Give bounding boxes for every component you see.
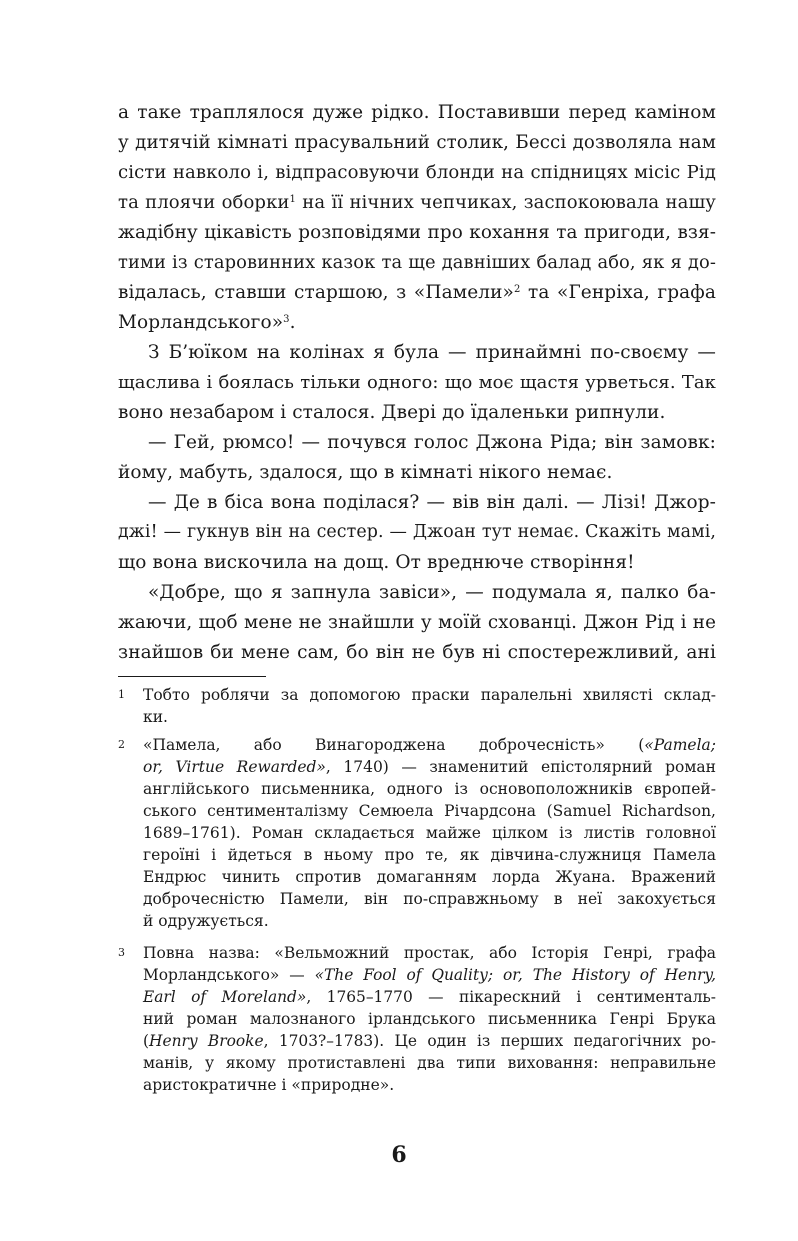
body-line: «Добре, що я запнула завіси», — подумала я, палко ба- bbox=[148, 582, 716, 603]
footnote-line: англійського письменника, одного із основоположників європей- bbox=[143, 780, 716, 798]
footnote-line: (Henry Brooke, 1703?–1783). Це один із перших педагогічних ро- bbox=[143, 1032, 716, 1050]
body-line: Морландського»$^3$. bbox=[118, 312, 296, 333]
page-number: 6 bbox=[391, 1142, 407, 1168]
body-line: З Б’юїком на колінах я була — принаймні по-своєму — bbox=[148, 342, 716, 363]
footnote-line: Ендрюс чинить спротив домаганням лорда Жуана. Вражений bbox=[143, 868, 716, 886]
footnote-number: 2 bbox=[118, 738, 125, 751]
body-line: відалась, ставши старшою, з «Памели»$^2$ та «Генріха, графа bbox=[118, 282, 717, 303]
footnote-line: or, Virtue Rewarded», 1740) — знаменитий епістолярний роман bbox=[143, 758, 716, 776]
body-line: та плоячи оборки$^1$ на її нічних чепчиках, заспокоювала нашу bbox=[118, 192, 717, 213]
footnote-ref: 1 bbox=[289, 194, 297, 205]
footnote-number: 1 bbox=[118, 688, 125, 701]
body-line: воно незабаром і сталося. Двері до їдаленьки рипнули. bbox=[118, 402, 666, 423]
footnote-line: Earl of Moreland», 1765–1770 — пікарескний і сентименталь- bbox=[143, 988, 716, 1006]
footnote-line: героїні і йдеться в ньому про те, як дівчина-служниця Памела bbox=[143, 846, 716, 864]
body-line: йому, мабуть, здалося, що в кімнаті нікого немає. bbox=[118, 462, 613, 483]
body-line: — Гей, рюмсо! — почувся голос Джона Ріда; він замовк: bbox=[148, 432, 716, 453]
body-line: а таке траплялося дуже рідко. Поставивши перед каміном bbox=[118, 102, 716, 123]
footnote-line: ського сентименталізму Семюела Річардсона (Samuel Richardson, bbox=[143, 802, 716, 820]
footnote-line: ний роман малознаного ірландського письменника Генрі Брука bbox=[143, 1010, 716, 1028]
body-line: — Де в біса вона поділася? — вів він далі. — Лізі! Джор- bbox=[148, 492, 716, 513]
footnote-line: Морландського» — «The Fool of Quality; or, The History of Henry, bbox=[143, 966, 716, 984]
footnote-line: доброчесністю Памели, він по-справжньому в неї закохується bbox=[143, 890, 716, 908]
footnote-line: манів, у якому протиставлені два типи виховання: неправильне bbox=[143, 1054, 716, 1072]
body-line: жаючи, щоб мене не знайшли у моїй схованці. Джон Рід і не bbox=[118, 612, 716, 633]
footnote-ref: 2 bbox=[513, 284, 521, 295]
body-line: сісти навколо і, відпрасовуючи блонди на спідницях місіс Рід bbox=[118, 162, 716, 183]
footnote-divider bbox=[118, 676, 266, 677]
footnote-line: 1689–1761). Роман складається майже цілком із листів головної bbox=[143, 824, 716, 842]
footnote-line: Повна назва: «Вельможний простак, або Історія Генрі, графа bbox=[143, 944, 716, 962]
body-line: у дитячій кімнаті прасувальний столик, Бессі дозволяла нам bbox=[118, 132, 716, 153]
footnote-line: ки. bbox=[143, 708, 168, 726]
body-line: джі! — гукнув він на сестер. — Джоан тут немає. Скажіть мамі, bbox=[118, 522, 716, 542]
footnote-line: Тобто роблячи за допомогою праски паралельні хвилясті склад- bbox=[143, 686, 716, 704]
body-line: щаслива і боялась тільки одного: що моє щастя урветься. Так bbox=[118, 372, 716, 393]
body-line: що вона вискочила на дощ. От вреднюче створіння! bbox=[118, 552, 635, 573]
footnote-ref: 3 bbox=[283, 314, 290, 325]
body-line: знайшов би мене сам, бо він не був ні спостережливий, ані bbox=[118, 642, 716, 663]
footnote-line: й одружується. bbox=[143, 912, 269, 930]
body-line: тими із старовинних казок та ще давніших балад або, як я до- bbox=[118, 252, 716, 273]
body-line: жадібну цікавість розповідями про кохання та пригоди, взя- bbox=[118, 222, 716, 243]
footnote-line: аристократичне і «природне». bbox=[143, 1076, 395, 1094]
footnote-line: «Памела, або Винагороджена доброчесність» («Pamela; bbox=[143, 736, 716, 754]
footnote-number: 3 bbox=[118, 946, 125, 959]
